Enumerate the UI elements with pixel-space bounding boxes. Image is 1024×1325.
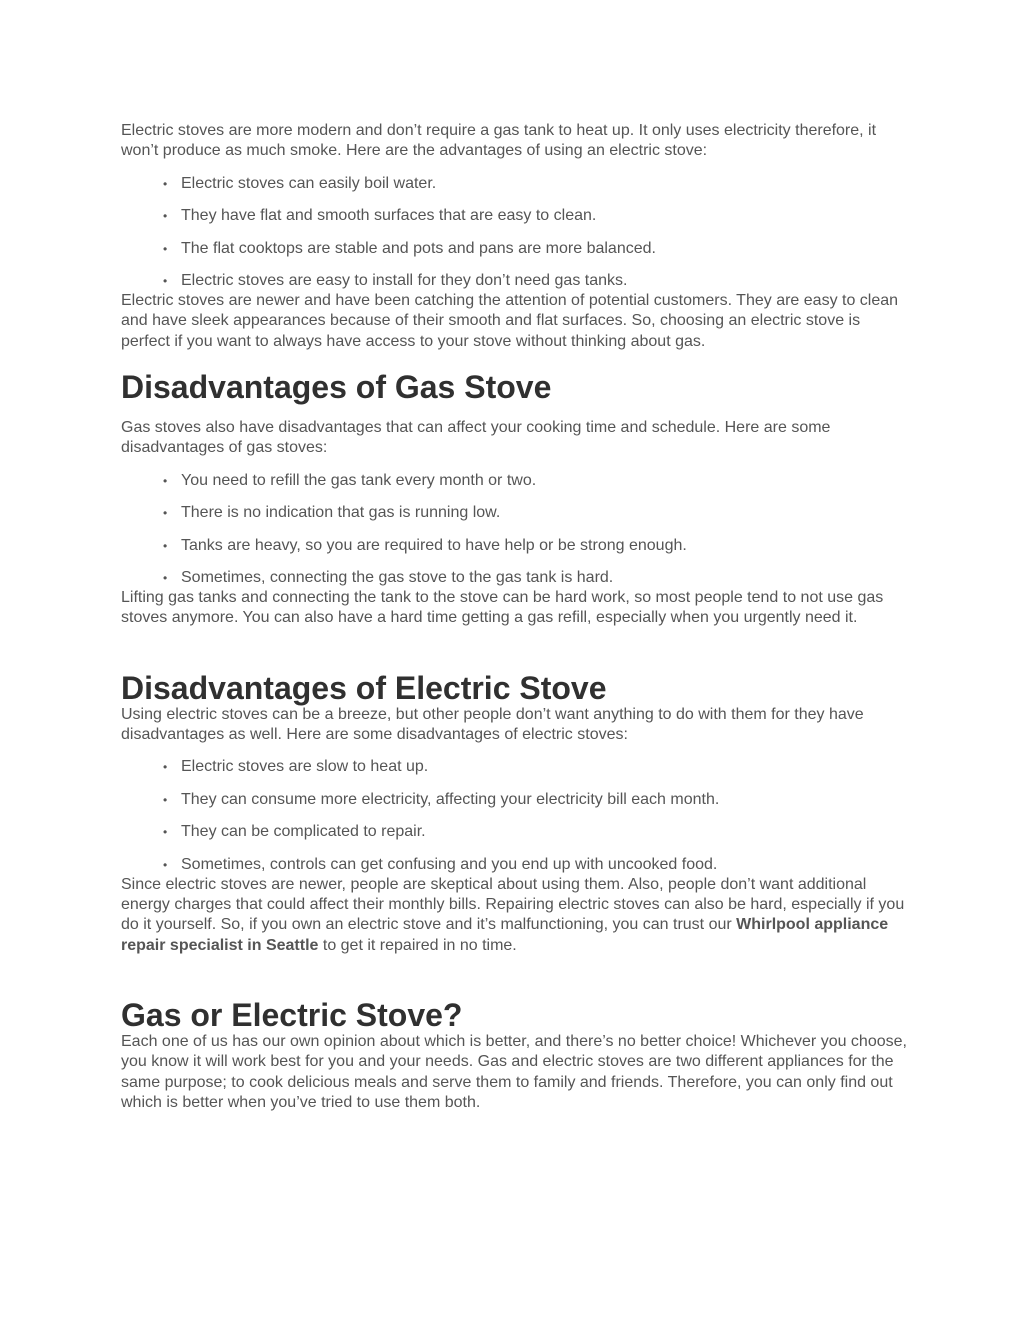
list-item: • They can consume more electricity, affecting your electricity bill each month.: [163, 790, 720, 808]
list-item: • They have flat and smooth surfaces that are easy to clean.: [163, 207, 597, 225]
bullet-icon: •: [163, 792, 168, 807]
list-item: • Electric stoves are easy to install for they don’t need gas tanks.: [163, 272, 628, 290]
gas-closing-paragraph: Lifting gas tanks and connecting the tank to the stove can be hard work, so most people tend to not use gas stoves anymore. You can also have a hard time getting a gas refill, especially when you urgently need it.: [121, 589, 884, 627]
bullet-icon: •: [163, 241, 168, 256]
list-item: • They can be complicated to repair.: [163, 823, 426, 841]
electric-intro-paragraph: Using electric stoves can be a breeze, but other people don’t want anything to do with them for they have disadvantages as well. Here are some disadvantages of electric stoves:: [121, 705, 864, 743]
list-item: • You need to refill the gas tank every month or two.: [163, 471, 537, 489]
list-item: • Electric stoves are slow to heat up.: [163, 758, 429, 776]
section-heading: Disadvantages of Gas Stove: [121, 368, 552, 405]
list-item: • The flat cooktops are stable and pots and pans are more balanced.: [163, 239, 656, 257]
bullet-icon: •: [163, 274, 168, 289]
section-heading: Disadvantages of Electric Stove: [121, 669, 607, 706]
document-page: [121, 121, 911, 1113]
conclusion-paragraph: Each one of us has our own opinion about which is better, and there’s no better choice! Whichever you choose, you know it will work best for you and your needs. Gas and electric stoves are two different appliances for the same purpose; to cook delicious meals and serve them to family and friends. Therefore, you can only find out which is better when you’ve tried to use them both.: [121, 1032, 907, 1111]
repair-specialist-link[interactable]: Whirlpool appliance repair specialist in Seattle: [121, 916, 889, 954]
bullet-icon: •: [163, 825, 168, 840]
gas-disadvantages-list: [121, 471, 911, 589]
gas-intro-paragraph: Gas stoves also have disadvantages that can affect your cooking time and schedule. Here are some disadvantages of gas stoves:: [121, 418, 831, 457]
list-item: • Electric stoves can easily boil water.: [163, 174, 437, 192]
bullet-icon: •: [163, 571, 168, 586]
bullet-icon: •: [163, 857, 168, 872]
bullet-icon: •: [163, 176, 168, 191]
section-heading: Gas or Electric Stove?: [121, 996, 463, 1033]
bullet-icon: •: [163, 538, 168, 553]
electric-closing-paragraph: Since electric stoves are newer, people are skeptical about using them. Also, people don’t want additional energy charges that could affect their monthly bills. Repairing electric stoves can also be hard, especially if you do it yourself. So, if you own an electric stove and it’s malfunctioning, you can trust our Whirlpool appliance repair specialist in Seattle to get it repaired in no time.: [121, 875, 905, 954]
bullet-icon: •: [163, 760, 168, 775]
intro-closing-paragraph: Electric stoves are newer and have been catching the attention of potential customers. They are easy to clean and have sleek appearances because of their smooth and flat surfaces. So, choosing an electric stove is perfect if you want to always have access to your stove without thinking about gas.: [121, 292, 899, 350]
bullet-icon: •: [163, 473, 168, 488]
bullet-icon: •: [163, 506, 168, 521]
electric-disadvantages-list: [121, 757, 911, 875]
intro-paragraph: Electric stoves are more modern and don’t require a gas tank to heat up. It only uses electricity therefore, it won’t produce as much smoke. Here are the advantages of using an electric stove:: [121, 122, 877, 160]
list-item: • Sometimes, connecting the gas stove to the gas tank is hard.: [163, 569, 614, 587]
list-item: • Tanks are heavy, so you are required to have help or be strong enough.: [163, 536, 687, 554]
advantages-list: [121, 174, 911, 292]
list-item: • There is no indication that gas is running low.: [163, 504, 501, 522]
list-item: • Sometimes, controls can get confusing and you end up with uncooked food.: [163, 855, 718, 873]
bullet-icon: •: [163, 209, 168, 224]
